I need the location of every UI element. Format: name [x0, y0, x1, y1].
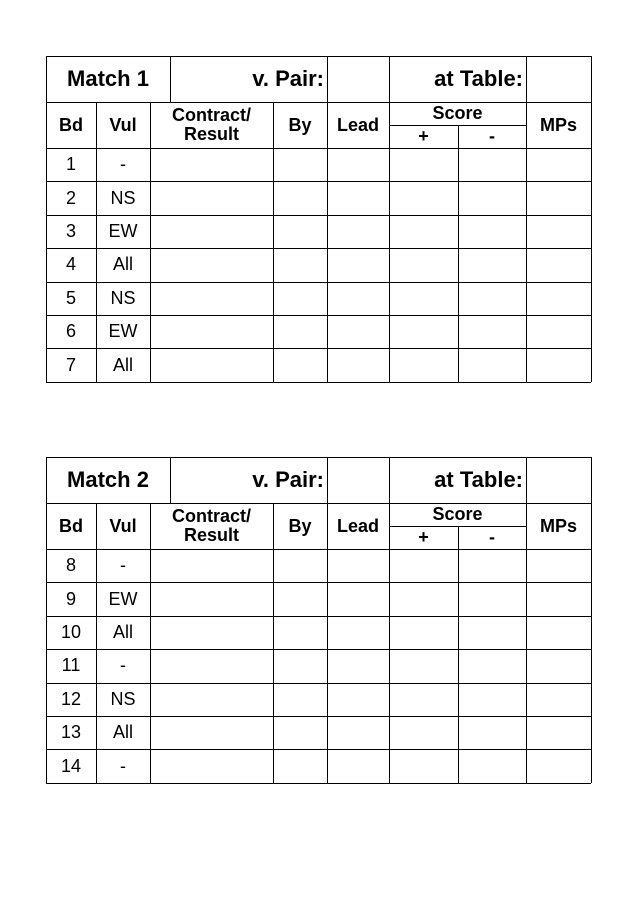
board-number: 13: [60, 722, 82, 743]
by-cell[interactable]: [273, 616, 327, 649]
score-minus-cell[interactable]: [458, 348, 526, 381]
table-entry-field[interactable]: [526, 56, 591, 102]
pair-entry-field[interactable]: [327, 457, 389, 503]
lead-cell[interactable]: [327, 215, 389, 248]
header-score-plus: +: [418, 527, 429, 548]
by-cell[interactable]: [273, 148, 327, 181]
header-bd: Bd: [59, 114, 83, 135]
match-title: Match 2: [67, 467, 149, 493]
contract-result-cell[interactable]: [150, 282, 273, 315]
score-plus-cell[interactable]: [389, 716, 458, 749]
by-cell[interactable]: [273, 248, 327, 281]
contract-result-cell[interactable]: [150, 749, 273, 782]
by-cell[interactable]: [273, 348, 327, 381]
contract-result-cell[interactable]: [150, 683, 273, 716]
contract-result-cell[interactable]: [150, 649, 273, 682]
board-number: 3: [65, 221, 76, 242]
vulnerability: All: [112, 254, 133, 275]
mps-cell[interactable]: [526, 683, 591, 716]
vulnerability: All: [112, 722, 133, 743]
header-score-minus: -: [489, 527, 495, 548]
score-minus-cell[interactable]: [458, 549, 526, 582]
pair-label: v. Pair:: [252, 66, 324, 92]
mps-cell[interactable]: [526, 582, 591, 615]
score-plus-cell[interactable]: [389, 181, 458, 214]
header-lead: Lead: [336, 515, 379, 536]
vulnerability: All: [112, 354, 133, 375]
match-title: Match 1: [67, 66, 149, 92]
scorecard-match-1: [46, 56, 591, 383]
contract-result-cell[interactable]: [150, 148, 273, 181]
mps-cell[interactable]: [526, 348, 591, 381]
lead-cell[interactable]: [327, 248, 389, 281]
board-number: 12: [60, 688, 82, 709]
score-minus-cell[interactable]: [458, 248, 526, 281]
score-minus-cell[interactable]: [458, 315, 526, 348]
lead-cell[interactable]: [327, 582, 389, 615]
by-cell[interactable]: [273, 582, 327, 615]
mps-cell[interactable]: [526, 649, 591, 682]
board-number: 4: [65, 254, 76, 275]
board-number: 5: [65, 287, 76, 308]
score-plus-cell[interactable]: [389, 683, 458, 716]
header-result: Result: [183, 525, 239, 545]
header-score-plus: +: [418, 126, 429, 147]
header-contract: Contract/: [171, 105, 251, 126]
lead-cell[interactable]: [327, 282, 389, 315]
score-minus-cell[interactable]: [458, 181, 526, 214]
vulnerability: EW: [108, 588, 138, 609]
score-plus-cell[interactable]: [389, 348, 458, 381]
header-by: By: [288, 515, 312, 536]
contract-result-cell[interactable]: [150, 215, 273, 248]
mps-cell[interactable]: [526, 282, 591, 315]
score-plus-cell[interactable]: [389, 148, 458, 181]
mps-cell[interactable]: [526, 315, 591, 348]
vulnerability: -: [120, 655, 126, 676]
by-cell[interactable]: [273, 649, 327, 682]
grid-line: [46, 783, 591, 784]
header-contract-result: [150, 503, 273, 549]
score-plus-cell[interactable]: [389, 315, 458, 348]
vulnerability: NS: [110, 688, 136, 709]
board-number: 6: [65, 321, 76, 342]
score-plus-cell[interactable]: [389, 248, 458, 281]
lead-cell[interactable]: [327, 181, 389, 214]
score-plus-cell[interactable]: [389, 749, 458, 782]
header-result: Result: [183, 124, 239, 144]
by-cell[interactable]: [273, 282, 327, 315]
contract-result-cell[interactable]: [150, 315, 273, 348]
score-plus-cell[interactable]: [389, 616, 458, 649]
score-minus-cell[interactable]: [458, 148, 526, 181]
contract-result-cell[interactable]: [150, 348, 273, 381]
mps-cell[interactable]: [526, 148, 591, 181]
by-cell[interactable]: [273, 215, 327, 248]
grid-line: [46, 382, 591, 383]
mps-cell[interactable]: [526, 749, 591, 782]
pair-entry-field[interactable]: [327, 56, 389, 102]
by-cell[interactable]: [273, 716, 327, 749]
contract-result-cell[interactable]: [150, 716, 273, 749]
contract-result-cell[interactable]: [150, 181, 273, 214]
contract-result-cell[interactable]: [150, 582, 273, 615]
lead-cell[interactable]: [327, 716, 389, 749]
vulnerability: NS: [110, 287, 136, 308]
score-minus-cell[interactable]: [458, 683, 526, 716]
header-mps: MPs: [539, 515, 577, 536]
score-minus-cell[interactable]: [458, 616, 526, 649]
score-minus-cell[interactable]: [458, 582, 526, 615]
mps-cell[interactable]: [526, 716, 591, 749]
vulnerability: -: [120, 154, 126, 175]
score-plus-cell[interactable]: [389, 649, 458, 682]
score-minus-cell[interactable]: [458, 215, 526, 248]
lead-cell[interactable]: [327, 683, 389, 716]
contract-result-cell[interactable]: [150, 616, 273, 649]
score-plus-cell[interactable]: [389, 549, 458, 582]
board-number: 9: [65, 588, 76, 609]
header-score: Score: [432, 103, 483, 124]
mps-cell[interactable]: [526, 248, 591, 281]
board-number: 14: [60, 755, 82, 776]
lead-cell[interactable]: [327, 148, 389, 181]
score-minus-cell[interactable]: [458, 749, 526, 782]
by-cell[interactable]: [273, 181, 327, 214]
header-score-minus: -: [489, 126, 495, 147]
scorecard-match-2: [46, 457, 591, 784]
grid-line: [591, 56, 592, 382]
pair-label: v. Pair:: [252, 467, 324, 493]
table-label: at Table:: [434, 66, 523, 92]
score-minus-cell[interactable]: [458, 649, 526, 682]
vulnerability: EW: [108, 321, 138, 342]
header-score: Score: [432, 504, 483, 525]
vulnerability: All: [112, 622, 133, 643]
board-number: 8: [65, 555, 76, 576]
lead-cell[interactable]: [327, 315, 389, 348]
header-vul: Vul: [109, 515, 137, 536]
score-minus-cell[interactable]: [458, 282, 526, 315]
score-plus-cell[interactable]: [389, 282, 458, 315]
lead-cell[interactable]: [327, 649, 389, 682]
lead-cell[interactable]: [327, 749, 389, 782]
score-minus-cell[interactable]: [458, 716, 526, 749]
contract-result-cell[interactable]: [150, 549, 273, 582]
vulnerability: EW: [108, 221, 138, 242]
header-contract: Contract/: [171, 506, 251, 527]
lead-cell[interactable]: [327, 549, 389, 582]
mps-cell[interactable]: [526, 616, 591, 649]
header-contract-result: [150, 102, 273, 148]
by-cell[interactable]: [273, 749, 327, 782]
header-by: By: [288, 114, 312, 135]
mps-cell[interactable]: [526, 181, 591, 214]
mps-cell[interactable]: [526, 215, 591, 248]
board-number: 7: [65, 354, 76, 375]
grid-line: [591, 457, 592, 783]
header-lead: Lead: [336, 114, 379, 135]
by-cell[interactable]: [273, 549, 327, 582]
by-cell[interactable]: [273, 683, 327, 716]
board-number: 10: [60, 622, 82, 643]
score-plus-cell[interactable]: [389, 582, 458, 615]
table-label: at Table:: [434, 467, 523, 493]
vulnerability: NS: [110, 187, 136, 208]
vulnerability: -: [120, 755, 126, 776]
vulnerability: -: [120, 555, 126, 576]
board-number: 11: [61, 655, 81, 676]
lead-cell[interactable]: [327, 616, 389, 649]
board-number: 2: [65, 187, 76, 208]
table-entry-field[interactable]: [526, 457, 591, 503]
header-mps: MPs: [539, 114, 577, 135]
board-number: 1: [65, 154, 76, 175]
by-cell[interactable]: [273, 315, 327, 348]
lead-cell[interactable]: [327, 348, 389, 381]
contract-result-cell[interactable]: [150, 248, 273, 281]
header-vul: Vul: [109, 114, 137, 135]
score-plus-cell[interactable]: [389, 215, 458, 248]
mps-cell[interactable]: [526, 549, 591, 582]
header-bd: Bd: [59, 515, 83, 536]
